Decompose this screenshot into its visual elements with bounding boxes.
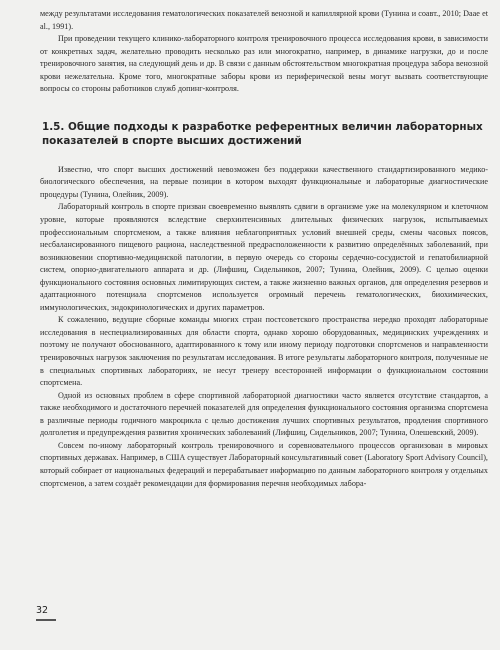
- section-number: 1.5.: [42, 120, 65, 133]
- paragraph: К сожалению, ведущие сборные команды многих стран постсоветского пространства нередко проходят лабораторные исследования в неспециализированных для области спорта, однако хорошо оборудованных, медицинских учреждениях и поэтому не получают обоснованного, адаптированного к тому или иному периоду подготовки спортсменов и направленности тренировочных нагрузок заключения по результатам исследования. В итоге результаты лабораторного контроля, полученные не в специальных спортивных лабораториях, не несут тренеру всесторонней информации о функциональном состоянии спортсмена.: [40, 315, 488, 388]
- section-heading: [40, 120, 488, 148]
- page-content: [40, 8, 488, 490]
- paragraph: При проведении текущего клинико-лабораторного контроля тренировочного процесса исследования крови, в зависимости от конкретных задач, желательно проводить несколько раз или многократно, например, в динамике нагрузки, до и после тренировочного занятия, на следующий день и др. В связи с данным обстоятельством многократная процедура забора венозной крови нежелательна. Кроме того, многократные заборы крови из периферической вены могут вызвать соответствующие вопросы со стороны работников служб допинг-контроля.: [40, 34, 488, 94]
- paragraph: Одной из основных проблем в сфере спортивной лабораторной диагностики часто является отсутствие стандартов, а также необходимого и достаточного перечней показателей для определения функционального состояния организма спортсмена в различные периоды годичного макроцикла с целью достижения лучших спортивных результатов, продления спортивного долголетия и предупреждения развития хронических заболеваний (Лифшиц, Сидельников, 2007; Тунина, Олешевский, 2009).: [40, 390, 488, 438]
- paragraph: Лабораторный контроль в спорте призван своевременно выявлять сдвиги в организме уже на молекулярном и клеточном уровне, которые проявляются вследствие сверхинтенсивных длительных физических нагрузок, испытываемых профессиональным спортсменом, а также влияния неблагоприятных условий внешней среды, смены часовых поясов, несбалансированного пищевого рациона, наследственной предрасположенности к развитию определённых заболеваний, при возникновении спортивно-медицинской патологии, в первую очередь со стороны сердечно-сосудистой и гепатобилиарной систем, опорно-двигательного аппарата и др. (Лифшиц, Сидельников, 2007; Тунина, Олейник, 2009). С целью оценки функционального состояния основных лимитирующих систем, а также жизненно важных органов, для определения резервов и адаптационного потенциала спортсменов используется огромный перечень гематологических, биохимических, иммунологических, эндокринологических и других параметров.: [40, 202, 488, 312]
- paragraph-continued: между результатами исследования гематологических показателей венозной и капиллярной крови (Тунина и соавт., 2010; Daae et al., 1991).: [40, 9, 488, 31]
- section-title: Общие подходы к разработке референтных величин лабораторных показателей в спорте высших достижений: [42, 120, 483, 147]
- footer-rule: [36, 619, 56, 621]
- paragraph: Совсем по-иному лабораторный контроль тренировочного и соревновательного процессов организован в мировых спортивных державах. Например, в США существует Лабораторный консультативный совет (Laboratory Sport Advisory Council), который собирает от национальных федераций и перерабатывает информацию по данным лабораторного контроля у отдельных спортсменов, а затем создаёт рекомендации для формирования перечня необходимых лабора-: [40, 440, 488, 488]
- page-number: 32: [36, 605, 49, 616]
- paragraph: Известно, что спорт высших достижений невозможен без поддержки качественного стандартизированного медико-биологического обеспечения, на первые позиции в котором выходят функциональные и лабораторные диагностические процедуры (Тунина, Олейник, 2009).: [40, 164, 488, 199]
